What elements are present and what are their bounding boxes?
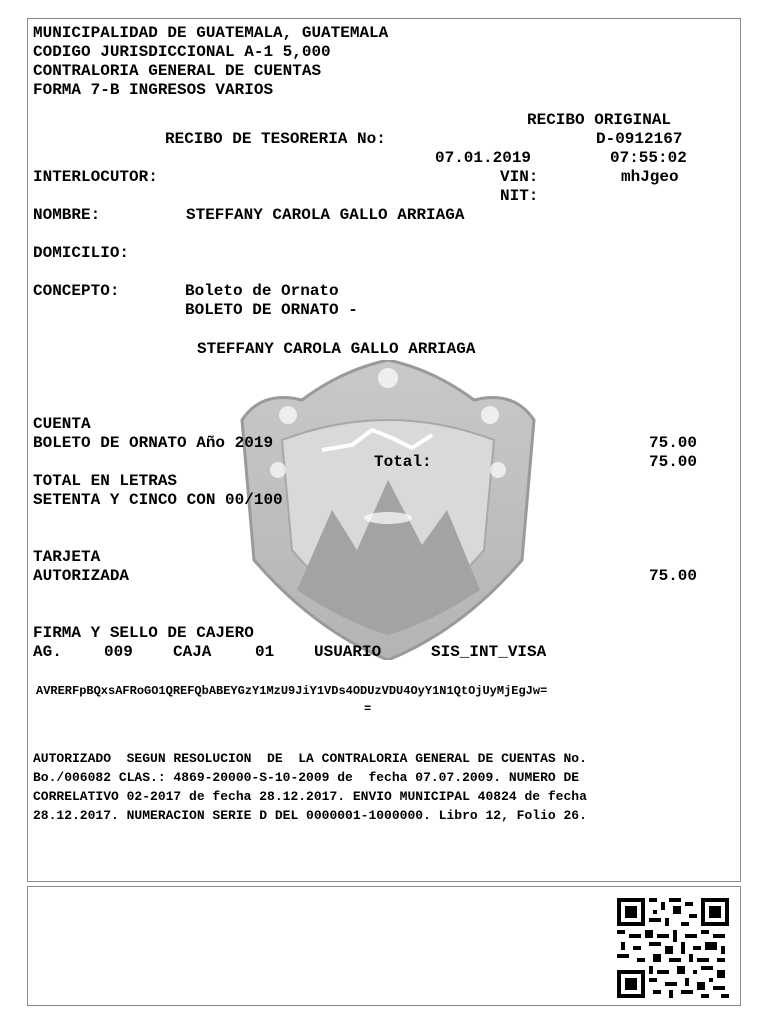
tarjeta-status: AUTORIZADA xyxy=(33,567,130,585)
receipt-date: 07.01.2019 xyxy=(435,149,532,167)
tarjeta-amount: 75.00 xyxy=(649,567,698,585)
municipal-crest-watermark xyxy=(222,360,554,660)
concepto-line-2: BOLETO DE ORNATO - xyxy=(185,301,358,319)
legal-line-3: CORRELATIVO 02-2017 de fecha 28.12.2017. ENVIO MUNICIPAL 40824 de fecha xyxy=(33,789,587,804)
legal-line-1: AUTORIZADO SEGUN RESOLUCION DE LA CONTRALORIA GENERAL DE CUENTAS No. xyxy=(33,751,587,766)
concepto-label: CONCEPTO: xyxy=(33,282,120,300)
firma-label: FIRMA Y SELLO DE CAJERO xyxy=(33,624,254,642)
header-line-3: CONTRALORIA GENERAL DE CUENTAS xyxy=(33,62,322,80)
total-letras-label: TOTAL EN LETRAS xyxy=(33,472,178,490)
vin-label: VIN: xyxy=(500,168,539,186)
nombre-label: NOMBRE: xyxy=(33,206,101,224)
qr-code xyxy=(617,898,729,998)
header-line-1: MUNICIPALIDAD DE GUATEMALA, GUATEMALA xyxy=(33,24,389,42)
legal-line-2: Bo./006082 CLAS.: 4869-20000-S-10-2009 de fecha 07.07.2009. NUMERO DE xyxy=(33,770,580,785)
receipt-type: RECIBO ORIGINAL xyxy=(527,111,672,129)
concepto-line-3: STEFFANY CAROLA GALLO ARRIAGA xyxy=(197,340,476,358)
receipt-number: D-0912167 xyxy=(596,130,683,148)
ag-value: 009 xyxy=(104,643,133,661)
tarjeta-label: TARJETA xyxy=(33,548,101,566)
domicilio-label: DOMICILIO: xyxy=(33,244,130,262)
nombre-value: STEFFANY CAROLA GALLO ARRIAGA xyxy=(186,206,465,224)
vin-value: mhJgeo xyxy=(621,168,679,186)
total-amount: 75.00 xyxy=(649,453,698,471)
caja-label: CAJA xyxy=(173,643,212,661)
concepto-line-1: Boleto de Ornato xyxy=(185,282,339,300)
interlocutor-label: INTERLOCUTOR: xyxy=(33,168,158,186)
legal-line-4: 28.12.2017. NUMERACION SERIE D DEL 0000001-1000000. Libro 12, Folio 26. xyxy=(33,808,587,823)
nit-label: NIT: xyxy=(500,187,539,205)
header-line-2: CODIGO JURISDICCIONAL A-1 5,000 xyxy=(33,43,331,61)
usuario-value: SIS_INT_VISA xyxy=(431,643,547,661)
cuenta-item: BOLETO DE ORNATO Año 2019 xyxy=(33,434,274,452)
receipt-time: 07:55:02 xyxy=(610,149,687,167)
usuario-label: USUARIO xyxy=(314,643,382,661)
receipt-title: RECIBO DE TESORERIA No: xyxy=(165,130,386,148)
cuenta-item-amount: 75.00 xyxy=(649,434,698,452)
caja-value: 01 xyxy=(255,643,275,661)
hash-line-1: AVRERFpBQxsAFRoGO1QREFQbABEYGzY1MzU9JiY1VDs4ODUzVDU4OyY1N1QtOjUyMjEgJw= xyxy=(36,684,548,698)
header-line-4: FORMA 7-B INGRESOS VARIOS xyxy=(33,81,274,99)
total-label: Total: xyxy=(374,453,432,471)
cuenta-label: CUENTA xyxy=(33,415,91,433)
total-letras-value: SETENTA Y CINCO CON 00/100 xyxy=(33,491,283,509)
ag-label: AG. xyxy=(33,643,62,661)
hash-line-2: = xyxy=(364,702,372,716)
